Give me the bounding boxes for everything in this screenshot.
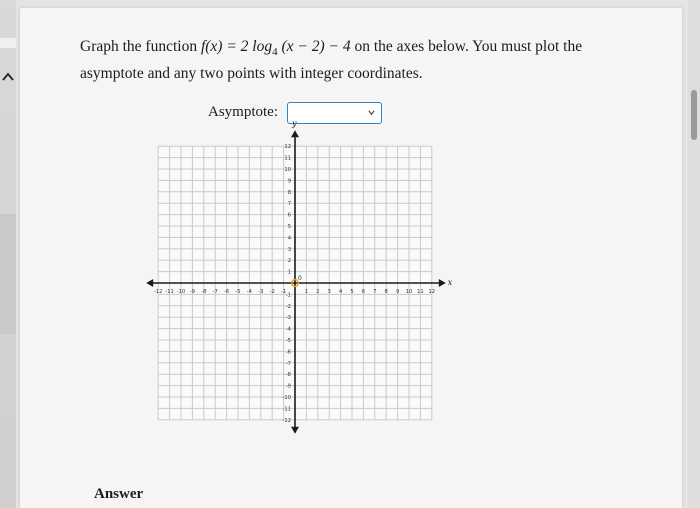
y-tick-label: 8 — [287, 189, 291, 196]
y-tick-label: 1 — [287, 269, 291, 276]
function-lhs: f(x) = 2 log — [200, 38, 273, 55]
x-axis-arrow-right-icon — [439, 279, 446, 287]
y-tick-label: 3 — [287, 246, 291, 253]
x-tick-label: -8 — [201, 289, 207, 295]
chevron-down-icon — [367, 108, 376, 117]
question-prefix: Graph the function — [80, 38, 201, 55]
x-tick-label: 3 — [327, 289, 331, 295]
x-tick-label: -3 — [258, 289, 264, 295]
x-tick-label: -12 — [153, 289, 163, 295]
asymptote-label: Asymptote: — [208, 104, 278, 120]
x-tick-label: 4 — [338, 289, 343, 295]
y-tick-label: -8 — [285, 372, 291, 379]
question-line2: asymptote and any two points with integer coordinates. — [80, 65, 423, 83]
y-tick-label: -4 — [285, 326, 291, 333]
asymptote-select[interactable] — [287, 102, 382, 124]
y-tick-label: 9 — [287, 178, 291, 185]
chevron-up-icon[interactable] — [1, 70, 15, 84]
x-tick-label: -4 — [246, 289, 252, 295]
x-tick-label: -9 — [189, 289, 195, 295]
y-axis-arrow-down-icon — [291, 427, 299, 434]
x-tick-label: 2 — [316, 289, 320, 295]
y-tick-label: 11 — [284, 155, 291, 162]
y-axis-arrow-up-icon — [291, 130, 299, 137]
graph-area[interactable] — [150, 119, 470, 458]
x-tick-label: -11 — [165, 289, 174, 295]
origin-label: 0 — [298, 275, 302, 282]
y-axis-label: y — [292, 119, 297, 129]
answer-label: Answer — [94, 486, 144, 502]
x-tick-label: -10 — [176, 289, 186, 295]
y-tick-label: 12 — [284, 144, 291, 151]
left-strip-tab — [0, 38, 16, 48]
log-base: 4 — [272, 46, 278, 59]
x-axis-label: x — [447, 278, 453, 287]
x-tick-label: 6 — [361, 289, 366, 295]
y-tick-label: -12 — [282, 417, 291, 424]
y-tick-label: -2 — [285, 303, 291, 310]
question-suffix: on the axes below. You must plot the — [350, 38, 583, 55]
function-rhs: (x − 2) − 4 — [277, 38, 351, 55]
y-tick-label: -1 — [285, 292, 291, 299]
y-tick-label: -7 — [285, 360, 291, 367]
x-tick-label: 9 — [395, 289, 400, 295]
left-strip-shade — [0, 214, 16, 334]
question-text — [80, 36, 650, 84]
x-tick-label: 5 — [350, 289, 354, 295]
scrollbar[interactable] — [688, 0, 700, 508]
y-tick-label: 4 — [287, 235, 291, 242]
y-tick-label: -6 — [285, 349, 291, 356]
scrollbar-thumb[interactable] — [691, 90, 697, 140]
x-tick-label: 8 — [384, 289, 388, 295]
x-tick-label: -5 — [235, 289, 241, 295]
y-tick-label: 5 — [287, 224, 291, 230]
y-tick-label: 10 — [284, 167, 291, 173]
y-tick-label: -9 — [285, 383, 291, 390]
y-tick-label: 7 — [287, 201, 291, 208]
x-tick-label: -6 — [224, 289, 230, 295]
y-tick-label: -3 — [285, 315, 291, 322]
x-tick-label: -7 — [212, 289, 218, 295]
x-tick-label: 1 — [304, 289, 309, 295]
question-panel — [20, 8, 682, 508]
function-expression — [200, 38, 351, 59]
y-tick-label: -11 — [282, 406, 291, 413]
x-tick-label: 11 — [417, 289, 424, 295]
x-tick-label: -1 — [281, 289, 287, 295]
x-tick-label: 12 — [428, 289, 436, 295]
x-tick-label: -2 — [269, 289, 275, 295]
y-tick-label: -10 — [282, 395, 291, 401]
y-tick-label: -5 — [285, 338, 291, 344]
y-tick-label: 6 — [287, 212, 291, 219]
x-tick-label: 10 — [405, 289, 413, 295]
y-tick-label: 2 — [287, 258, 291, 265]
x-tick-label: 7 — [373, 289, 377, 295]
x-axis-arrow-left-icon — [146, 279, 153, 287]
